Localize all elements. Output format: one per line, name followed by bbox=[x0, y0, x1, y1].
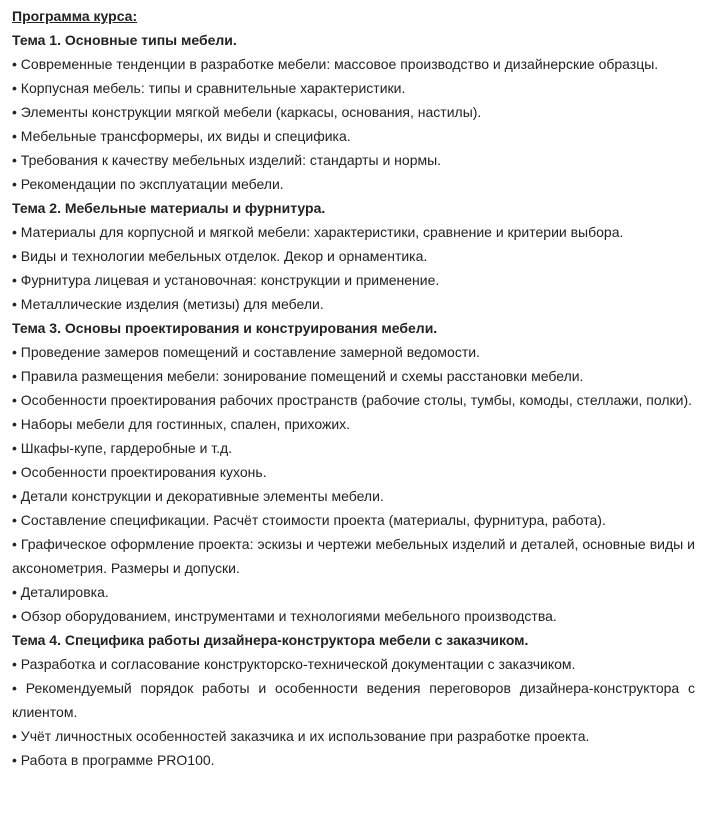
list-item-text: Работа в программе PRO100. bbox=[20, 752, 215, 768]
list-item-text: Рекомендуемый порядок работы и особенности ведения переговоров дизайнера-конструктора с клиентом. bbox=[12, 680, 695, 720]
list-item-text: Проведение замеров помещений и составление замерной ведомости. bbox=[20, 344, 480, 360]
list-item-text: Разработка и согласование конструкторско-технической документации с заказчиком. bbox=[20, 656, 576, 672]
list-item-text: Фурнитура лицевая и установочная: конструкции и применение. bbox=[20, 272, 440, 288]
list-item bbox=[12, 220, 695, 244]
list-item-text: Учёт личностных особенностей заказчика и их использование при разработке проекта. bbox=[20, 728, 590, 744]
bullet-icon: • bbox=[12, 296, 21, 312]
bullet-icon: • bbox=[12, 128, 21, 144]
list-item bbox=[12, 604, 695, 628]
bullet-icon: • bbox=[12, 248, 21, 264]
list-item bbox=[12, 76, 695, 100]
list-item-text: Рекомендации по эксплуатации мебели. bbox=[20, 176, 284, 192]
bullet-icon: • bbox=[12, 536, 21, 552]
bullet-icon: • bbox=[12, 80, 21, 96]
list-item-text: Составление спецификации. Расчёт стоимости проекта (материалы, фурнитура, работа). bbox=[20, 512, 606, 528]
bullet-icon: • bbox=[12, 224, 21, 240]
list-item-text: Правила размещения мебели: зонирование помещений и схемы расстановки мебели. bbox=[20, 368, 584, 384]
list-item-text: Материалы для корпусной и мягкой мебели: характеристики, сравнение и критерии выбора. bbox=[20, 224, 624, 240]
list-item-text: Элементы конструкции мягкой мебели (каркасы, основания, настилы). bbox=[20, 104, 482, 120]
bullet-icon: • bbox=[12, 416, 21, 432]
topic-title: Тема 4. Специфика работы дизайнера-конструктора мебели с заказчиком. bbox=[12, 632, 529, 648]
topic-section-2 bbox=[12, 196, 695, 316]
topic-section-3 bbox=[12, 316, 695, 628]
bullet-icon: • bbox=[12, 488, 21, 504]
bullet-icon: • bbox=[12, 104, 21, 120]
topic-title: Тема 1. Основные типы мебели. bbox=[12, 32, 237, 48]
list-item bbox=[12, 412, 695, 436]
list-item bbox=[12, 100, 695, 124]
topic-title: Тема 2. Мебельные материалы и фурнитура. bbox=[12, 200, 326, 216]
list-item-text: Особенности проектирования кухонь. bbox=[20, 464, 267, 480]
list-item-text: Наборы мебели для гостинных, спален, прихожих. bbox=[20, 416, 351, 432]
list-item bbox=[12, 580, 695, 604]
list-item bbox=[12, 484, 695, 508]
list-item bbox=[12, 268, 695, 292]
bullet-icon: • bbox=[12, 272, 21, 288]
bullet-icon: • bbox=[12, 152, 21, 168]
list-item-text: Особенности проектирования рабочих пространств (рабочие столы, тумбы, комоды, стеллажи, полки). bbox=[20, 392, 693, 408]
topic-title: Тема 3. Основы проектирования и конструирования мебели. bbox=[12, 320, 438, 336]
list-item-text: Обзор оборудованием, инструментами и технологиями мебельного производства. bbox=[20, 608, 557, 624]
bullet-icon: • bbox=[12, 368, 21, 384]
list-item bbox=[12, 388, 695, 412]
bullet-icon: • bbox=[12, 344, 21, 360]
list-item bbox=[12, 508, 695, 532]
list-item bbox=[12, 148, 695, 172]
list-item bbox=[12, 748, 695, 772]
bullet-icon: • bbox=[12, 680, 26, 696]
bullet-icon: • bbox=[12, 176, 21, 192]
list-item-text: Деталировка. bbox=[20, 584, 109, 600]
list-item bbox=[12, 124, 695, 148]
bullet-icon: • bbox=[12, 440, 21, 456]
bullet-icon: • bbox=[12, 656, 21, 672]
list-item-text: Корпусная мебель: типы и сравнительные характеристики. bbox=[20, 80, 406, 96]
list-item-text: Детали конструкции и декоративные элементы мебели. bbox=[20, 488, 384, 504]
bullet-icon: • bbox=[12, 56, 21, 72]
list-item bbox=[12, 172, 695, 196]
list-item bbox=[12, 532, 695, 580]
list-item-text: Шкафы-купе, гардеробные и т.д. bbox=[20, 440, 233, 456]
bullet-icon: • bbox=[12, 464, 21, 480]
list-item bbox=[12, 340, 695, 364]
bullet-icon: • bbox=[12, 752, 21, 768]
list-item bbox=[12, 292, 695, 316]
list-item bbox=[12, 364, 695, 388]
list-item bbox=[12, 652, 695, 676]
bullet-icon: • bbox=[12, 728, 21, 744]
list-item-text: Металлические изделия (метизы) для мебели. bbox=[20, 296, 324, 312]
list-item-text: Требования к качеству мебельных изделий: стандарты и нормы. bbox=[20, 152, 442, 168]
bullet-icon: • bbox=[12, 512, 21, 528]
list-item bbox=[12, 244, 695, 268]
program-title: Программа курса: bbox=[12, 8, 138, 24]
topic-section-4 bbox=[12, 628, 695, 772]
list-item bbox=[12, 52, 695, 76]
list-item-text: Графическое оформление проекта: эскизы и чертежи мебельных изделий и деталей, основные виды и аксонометрия. Размеры и допуски. bbox=[12, 536, 696, 576]
list-item-text: Современные тенденции в разработке мебели: массовое производство и дизайнерские образцы. bbox=[20, 56, 659, 72]
list-item-text: Виды и технологии мебельных отделок. Декор и орнаментика. bbox=[20, 248, 428, 264]
topics-list bbox=[12, 28, 695, 772]
list-item bbox=[12, 676, 695, 724]
bullet-icon: • bbox=[12, 584, 21, 600]
list-item-text: Мебельные трансформеры, их виды и специфика. bbox=[20, 128, 351, 144]
list-item bbox=[12, 724, 695, 748]
list-item bbox=[12, 460, 695, 484]
bullet-icon: • bbox=[12, 608, 21, 624]
topic-section-1 bbox=[12, 28, 695, 196]
list-item bbox=[12, 436, 695, 460]
bullet-icon: • bbox=[12, 392, 21, 408]
